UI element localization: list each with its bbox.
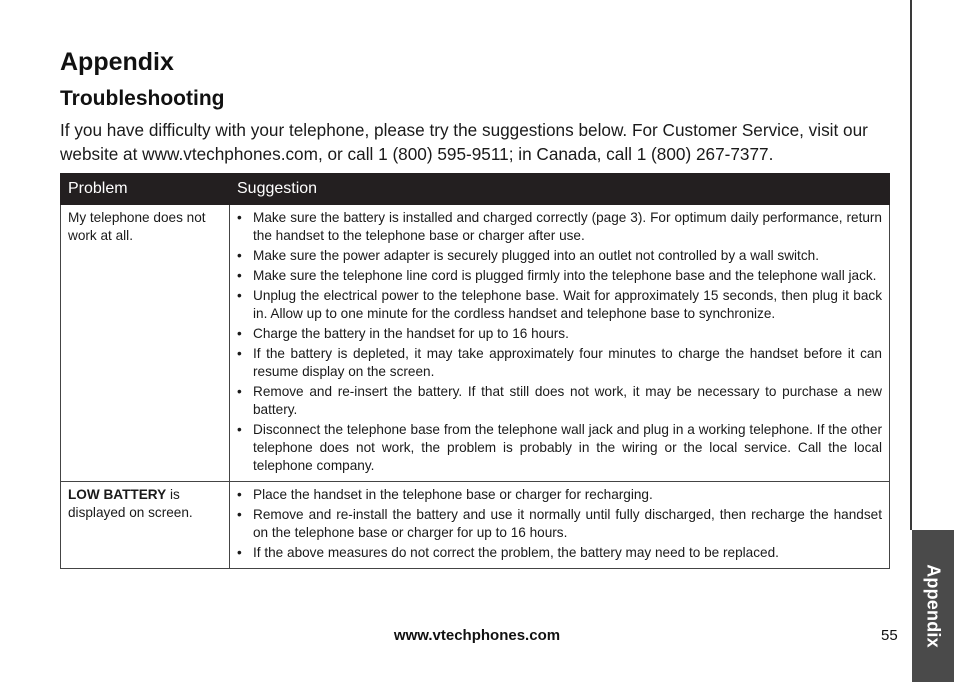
- troubleshooting-table: [60, 173, 890, 569]
- page-title: Appendix: [60, 48, 174, 76]
- suggestion-cell: [230, 205, 890, 482]
- suggestion-item: • Unplug the electrical power to the telephone base. Wait for approximately 15 seconds, then plug it back in. Allow up to one minute for the cordless handset and telephone base to synchronize.: [237, 287, 882, 323]
- page-number: 55: [881, 627, 898, 644]
- suggestion-item: • Disconnect the telephone base from the telephone wall jack and plug in a working telephone. If the other telephone does not work, the problem is probably in the wiring or the local service. Call the local telephone company.: [237, 421, 882, 475]
- suggestion-cell: [230, 482, 890, 569]
- table-row: [61, 205, 890, 482]
- suggestion-item: • Charge the battery in the handset for up to 16 hours.: [237, 325, 882, 343]
- suggestion-item: • Remove and re-insert the battery. If that still does not work, it may be necessary to purchase a new battery.: [237, 383, 882, 419]
- low-battery-label: LOW BATTERY: [68, 487, 167, 502]
- column-header-suggestion: Suggestion: [230, 174, 890, 205]
- suggestion-item: • Place the handset in the telephone base or charger for recharging.: [237, 486, 882, 504]
- suggestion-item: • Make sure the telephone line cord is plugged firmly into the telephone base and the telephone wall jack.: [237, 267, 882, 285]
- column-header-problem: Problem: [61, 174, 230, 205]
- footer-website-link[interactable]: www.vtechphones.com: [393, 627, 561, 644]
- suggestion-item: • If the above measures do not correct the problem, the battery may need to be replaced.: [237, 544, 882, 562]
- problem-cell: [61, 205, 230, 482]
- problem-text: My telephone does not work at all.: [68, 210, 206, 243]
- suggestion-item: • Make sure the power adapter is securely plugged into an outlet not controlled by a wall switch.: [237, 247, 882, 265]
- problem-cell: [61, 482, 230, 569]
- table-row: [61, 482, 890, 569]
- intro-paragraph: If you have difficulty with your telephone, please try the suggestions below. For Customer Service, visit our website at www.vtechphones.com, or call 1 (800) 595-9511; in Canada, call 1 (800) 267-7377.: [60, 120, 868, 164]
- suggestion-item: • Remove and re-install the battery and use it normally until fully discharged, then recharge the handset on the telephone base or charger for up to 16 hours.: [237, 506, 882, 542]
- problem-text: is displayed on screen.: [68, 487, 193, 520]
- section-title: Troubleshooting: [60, 87, 225, 110]
- side-tab-label: Appendix: [923, 564, 944, 648]
- suggestion-item: • If the battery is depleted, it may take approximately four minutes to charge the handset before it can resume display on the screen.: [237, 345, 882, 381]
- side-divider: [910, 0, 912, 530]
- side-section-tab: [912, 530, 954, 682]
- suggestion-item: • Make sure the battery is installed and charged correctly (page 3). For optimum daily performance, return the handset to the telephone base or charger after use.: [237, 209, 882, 245]
- table-header-row: [61, 174, 890, 205]
- suggestion-list: [237, 486, 882, 562]
- suggestion-list: [237, 209, 882, 475]
